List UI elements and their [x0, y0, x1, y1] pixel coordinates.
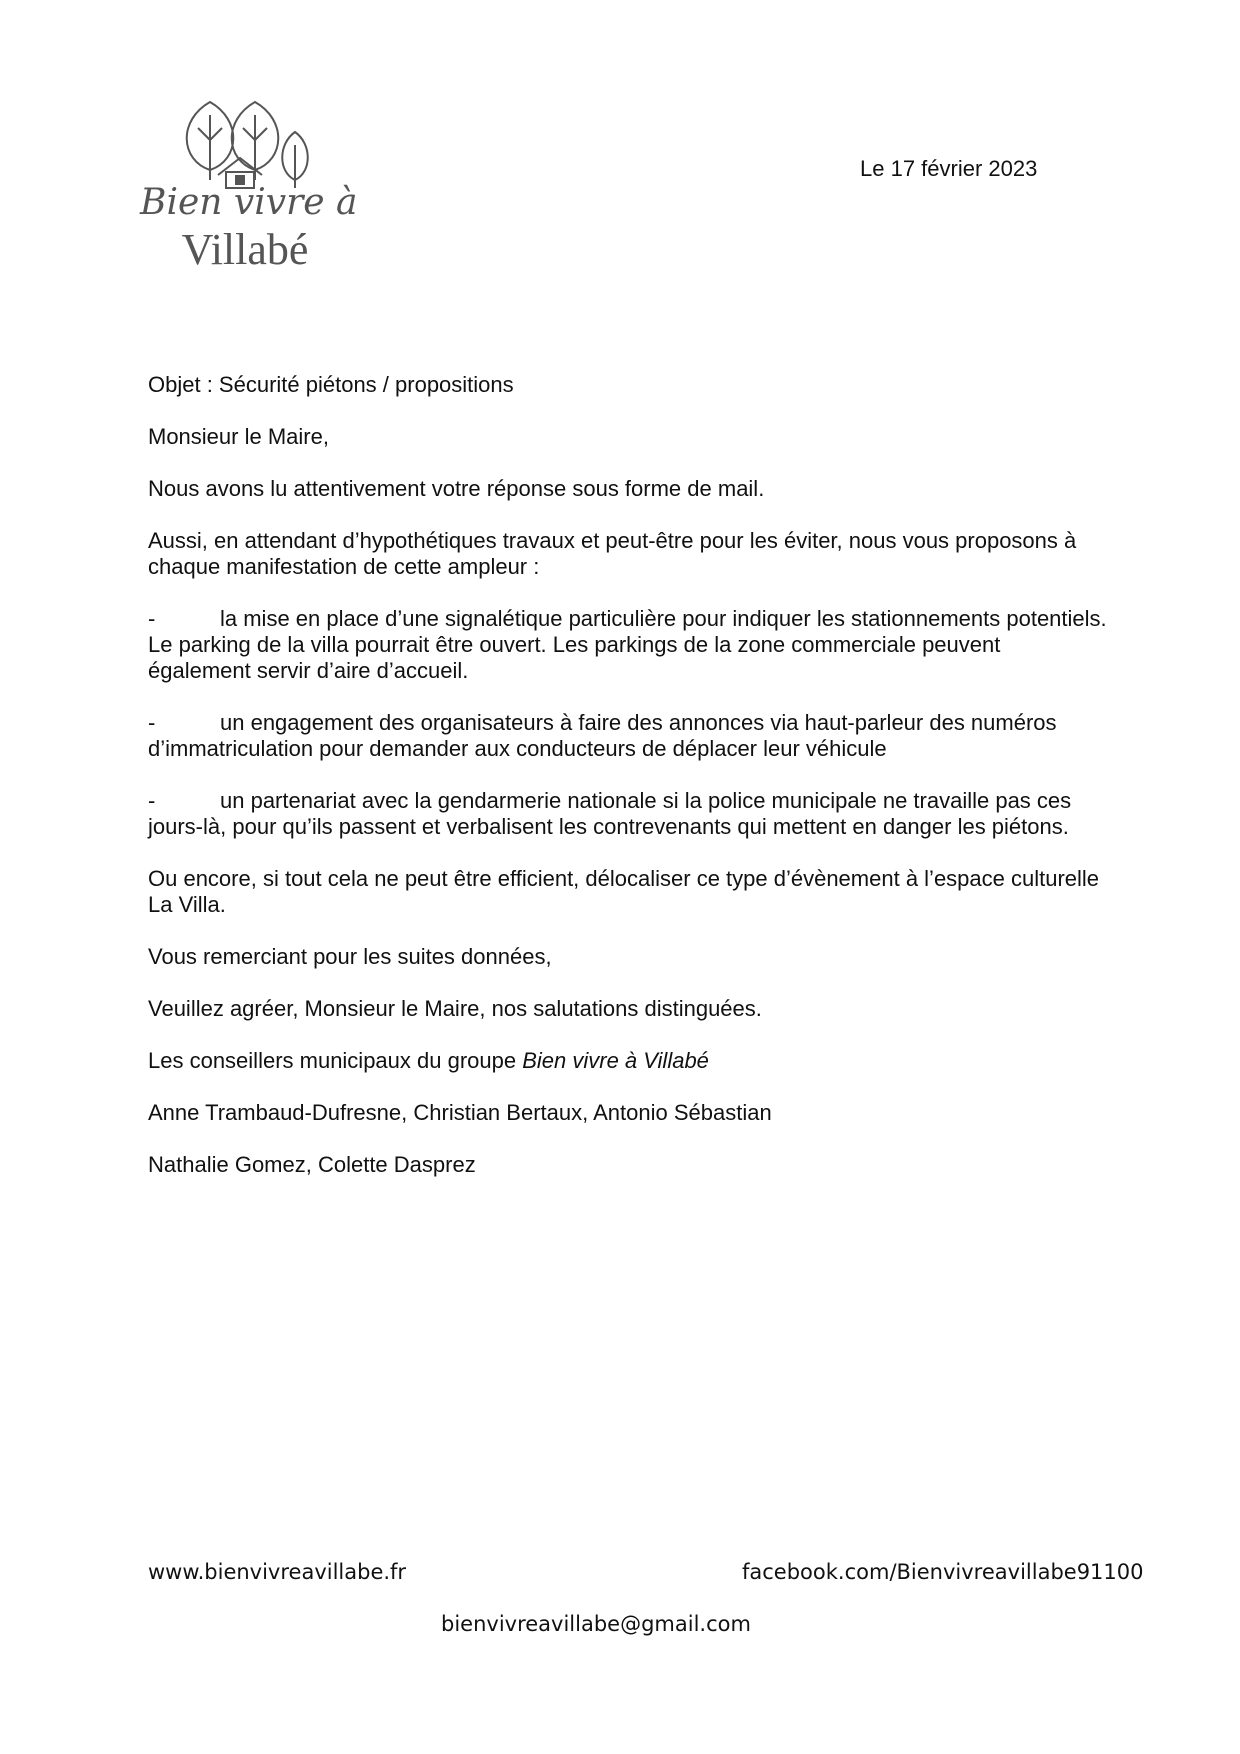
- bullet-marker: -: [148, 606, 156, 631]
- group-name: Bien vivre à Villabé: [522, 1048, 709, 1073]
- letter-date: Le 17 février 2023: [860, 156, 1038, 181]
- thanks-line: Vous remerciant pour les suites données,: [148, 944, 552, 969]
- bullet-item: [148, 606, 1108, 684]
- trees-house-icon: [140, 100, 350, 195]
- paragraph-3: Ou encore, si tout cela ne peut être efficient, délocaliser ce type d’évènement à l’espace culturelle La Villa.: [148, 866, 1100, 917]
- footer-website[interactable]: www.bienvivreavillabe.fr: [148, 1560, 407, 1584]
- logo: [140, 100, 358, 280]
- bullet-marker: -: [148, 788, 156, 813]
- bullet-item: [148, 788, 1108, 840]
- logo-text-bottom: Villabé: [181, 225, 309, 274]
- paragraph-1: Nous avons lu attentivement votre réponse sous forme de mail.: [148, 476, 765, 501]
- bullet-text: un partenariat avec la gendarmerie nationale si la police municipale ne travaille pas ces jours-là, pour qu’ils passent et verbalisent les contrevenants qui mettent en danger les piétons.: [148, 788, 1072, 839]
- bullet-marker: -: [148, 710, 156, 735]
- closing-line: Veuillez agréer, Monsieur le Maire, nos salutations distinguées.: [148, 996, 762, 1021]
- signature-prefix: Les conseillers municipaux du groupe: [148, 1048, 523, 1073]
- bullet-text: un engagement des organisateurs à faire des annonces via haut-parleur des numéros d’immatriculation pour demander aux conducteurs de déplacer leur véhicule: [148, 710, 1057, 761]
- paragraph-2: Aussi, en attendant d’hypothétiques travaux et peut-être pour les éviter, nous vous proposons à chaque manifestation de cette ampleur :: [148, 528, 1077, 579]
- bullet-item: [148, 710, 1108, 762]
- footer-facebook[interactable]: facebook.com/Bienvivreavillabe91100: [742, 1560, 1144, 1584]
- footer-email[interactable]: bienvivreavillabe@gmail.com: [441, 1612, 751, 1636]
- bullet-text: la mise en place d’une signalétique particulière pour indiquer les stationnements potentiels. Le parking de la villa pourrait être ouvert. Les parkings de la zone commerciale peuvent également servir d’aire d’accueil.: [148, 606, 1107, 683]
- letter-body: [148, 372, 1108, 1204]
- salutation: Monsieur le Maire,: [148, 424, 329, 449]
- signature-line: [148, 1048, 1108, 1074]
- logo-text-top: Bien vivre à: [140, 182, 358, 223]
- signatory-names-2: Nathalie Gomez, Colette Dasprez: [148, 1152, 476, 1177]
- signatory-names-1: Anne Trambaud-Dufresne, Christian Bertaux, Antonio Sébastian: [148, 1100, 772, 1125]
- subject-line: Objet : Sécurité piétons / propositions: [148, 372, 514, 397]
